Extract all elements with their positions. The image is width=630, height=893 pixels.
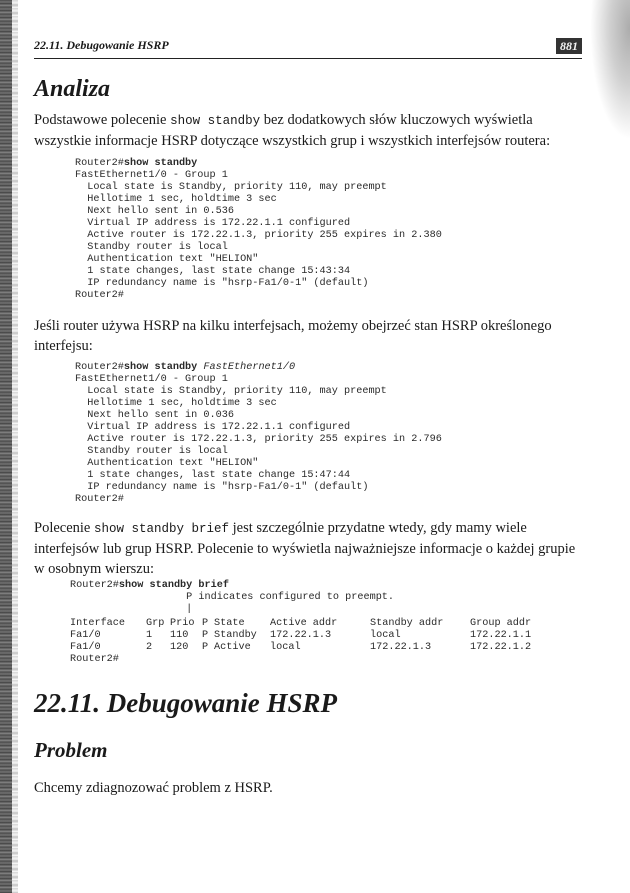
- paragraph-brief: Polecenie show standby brief jest szczególnie przydatne wtedy, gdy mamy wiele interfejsów lub grup HSRP. Polecenie to wyświetla najważniejsze informacje o każdej grupie w osobnym wierszu:: [34, 520, 576, 577]
- table-row: Fa1/0 1 110 P Standby 172.22.1.3 local 172.22.1.1: [70, 630, 532, 641]
- book-spine-shadow: [0, 0, 12, 893]
- running-header: [34, 38, 582, 59]
- code-block-brief-header: Router2#show standby brief P indicates configured to preempt. |: [70, 580, 395, 615]
- subheading-problem: Problem: [34, 738, 108, 762]
- table-row: Fa1/0 2 120 P Active local 172.22.1.3 172.22.1.2: [70, 642, 532, 653]
- code-block-show-standby: Router2#show standby FastEthernet1/0 - Group 1 Local state is Standby, priority 110, may preempt Hellotime 1 sec, holdtime 3 sec Next hello sent in 0.536 Virtual IP address is 172.22.1.1 configured Active router is 172.22.1.3, priority 255 expires in 2.380 Standby router is local Authentication text "HELION" 1 state changes, last state change 15:43:34 IP redundancy name is "hsrp-Fa1/0-1" (default) Router2#: [75, 158, 442, 301]
- paragraph-problem: Chcemy zdiagnozować problem z HSRP.: [34, 780, 273, 796]
- section-heading-debugowanie: 22.11. Debugowanie HSRP: [34, 688, 338, 718]
- paragraph-interface: Jeśli router używa HSRP na kilku interfejsach, możemy obejrzeć stan HSRP określonego interfejsu:: [34, 318, 552, 354]
- running-header-title: 22.11. Debugowanie HSRP: [34, 38, 169, 52]
- brief-table-header-row: Interface Grp Prio P State Active addr Standby addr Group addr: [70, 618, 532, 629]
- inline-command: show standby: [170, 114, 261, 128]
- paragraph-intro: Podstawowe polecenie show standby bez dodatkowych słów kluczowych wyświetla wszystkie informacje HSRP dotyczące wszystkich grup i wszystkich interfejsów routera:: [34, 112, 551, 149]
- heading-analiza: Analiza: [34, 76, 111, 102]
- book-spine-edge: [12, 0, 18, 893]
- brief-table-end-prompt: Router2#: [70, 654, 119, 665]
- page-corner-shadow: [590, 0, 630, 140]
- page-number: 881: [556, 38, 582, 54]
- brief-table: [70, 618, 531, 666]
- inline-command-brief: show standby brief: [94, 522, 230, 536]
- code-block-show-standby-interface: Router2#show standby FastEthernet1/0 FastEthernet1/0 - Group 1 Local state is Standby, priority 110, may preempt Hellotime 1 sec, holdtime 3 sec Next hello sent in 0.036 Virtual IP address is 172.22.1.1 configured Active router is 172.22.1.3, priority 255 expires in 2.796 Standby router is local Authentication text "HELION" 1 state changes, last state change 15:47:44 IP redundancy name is "hsrp-Fa1/0-1" (default) Router2#: [75, 362, 442, 505]
